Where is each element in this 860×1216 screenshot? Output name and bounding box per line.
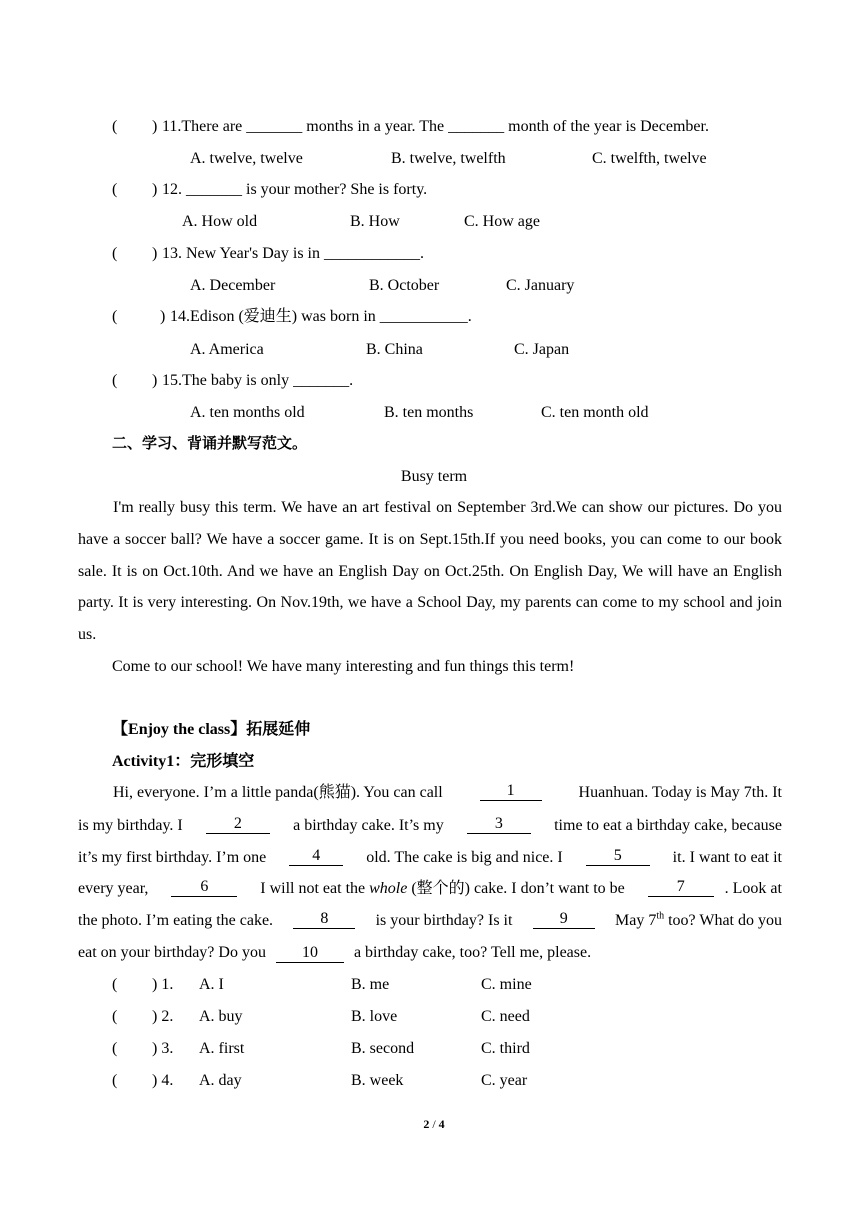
essay-paragraph-2: Come to our school! We have many interesting and fun things this term!	[112, 658, 575, 675]
question-stem: 15.The baby is only _______.	[162, 372, 354, 389]
cloze-blank-1[interactable]: 1	[480, 783, 542, 801]
answer-paren-close: )	[152, 245, 158, 262]
cloze-text: . Look at	[724, 880, 782, 897]
section-heading: 二、学习、背诵并默写范文。	[112, 434, 308, 452]
option-a: A. ten months old	[190, 404, 305, 421]
option-b: B. China	[366, 341, 423, 358]
cloze-line-5	[78, 911, 782, 931]
activity-heading-en: Activity1：	[112, 753, 191, 770]
question-number: ) 2.	[152, 1008, 174, 1025]
question-stem: 13. New Year's Day is in ____________.	[162, 245, 424, 262]
option-b: B. October	[369, 277, 440, 294]
question-number: ) 3.	[152, 1040, 174, 1057]
question-stem: 12. _______ is your mother? She is forty.	[162, 181, 428, 198]
cloze-text	[615, 911, 782, 931]
cloze-blank-4[interactable]: 4	[289, 848, 343, 866]
option-c: C. Japan	[514, 341, 570, 358]
cloze-text: a birthday cake, too? Tell me, please.	[353, 944, 592, 961]
option-b: B. love	[351, 1008, 398, 1025]
cloze-line-1	[113, 783, 782, 803]
option-a: A. twelve, twelve	[190, 150, 303, 167]
cloze-text-part: I will not eat the	[260, 880, 366, 897]
answer-paren-close: )	[152, 118, 158, 135]
cloze-text-part: (整个的) cake. I don’t want to be	[411, 880, 625, 897]
option-a: A. America	[190, 341, 264, 358]
enjoy-heading-en: Enjoy the class	[128, 721, 231, 738]
page-number	[0, 1114, 860, 1134]
option-b: B. second	[351, 1040, 415, 1057]
cloze-blank-7[interactable]: 7	[648, 879, 714, 897]
option-a: A. day	[199, 1072, 242, 1089]
cloze-text-part: May 7	[614, 912, 657, 929]
cloze-blank-8[interactable]: 8	[293, 911, 355, 929]
cloze-text: eat on your birthday? Do you	[78, 944, 266, 961]
enjoy-heading-cn: 拓展延伸	[246, 719, 311, 738]
essay-title: Busy term	[400, 468, 468, 485]
cloze-text-part: too? What do you	[668, 912, 782, 929]
cloze-blank-2[interactable]: 2	[206, 816, 270, 834]
question-number: ) 1.	[152, 976, 174, 993]
answer-paren-close: )	[152, 181, 158, 198]
option-a: A. December	[190, 277, 276, 294]
current-page: 2	[423, 1117, 430, 1131]
cloze-blank-5[interactable]: 5	[586, 848, 650, 866]
answer-paren-open[interactable]: (	[112, 976, 118, 993]
cloze-text: is your birthday? Is it	[375, 912, 513, 929]
option-b: B. week	[351, 1072, 404, 1089]
option-c: C. twelfth, twelve	[592, 150, 707, 167]
answer-paren-open[interactable]: (	[112, 1040, 118, 1057]
question-number: ) 4.	[152, 1072, 174, 1089]
cloze-blank-10[interactable]: 10	[276, 945, 344, 963]
essay-paragraph-1: I'm really busy this term. We have an art festival on September 3rd.We can show our pictures. Do you have a soccer ball? We have a soccer game. It is on Sept.15th.If you need books, you can come to our book sale. It is on Oct.10th. And we have an English Day on Oct.25th. On English Day, We will have an English party. It is very interesting. On Nov.19th, we have a School Day, my parents can come to my school and join us.	[78, 499, 782, 644]
cloze-line-6	[78, 943, 591, 963]
answer-paren-open[interactable]: (	[112, 245, 118, 262]
enjoy-heading	[112, 719, 310, 740]
answer-paren-open[interactable]: (	[112, 118, 118, 135]
option-b: B. twelve, twelfth	[391, 150, 506, 167]
answer-paren-close: )	[152, 372, 158, 389]
option-c: C. need	[481, 1008, 530, 1025]
cloze-blank-3[interactable]: 3	[467, 816, 531, 834]
cloze-italic-word: whole	[369, 880, 408, 897]
cloze-text: Huanhuan. Today is May 7th. It	[578, 784, 782, 801]
ordinal-suffix: th	[656, 910, 665, 922]
question-stem: 14.Edison (爱迪生) was born in ___________.	[170, 308, 472, 325]
option-b: B. ten months	[384, 404, 474, 421]
bracket-close: 】	[230, 719, 247, 738]
option-a: A. I	[199, 976, 224, 993]
option-c: C. How age	[464, 213, 540, 230]
option-c: C. mine	[481, 976, 532, 993]
answer-paren-open[interactable]: (	[112, 181, 118, 198]
cloze-blank-9[interactable]: 9	[533, 911, 595, 929]
option-a: A. How old	[182, 213, 258, 230]
cloze-blank-6[interactable]: 6	[171, 879, 237, 897]
answer-paren-open[interactable]: (	[112, 372, 118, 389]
page-separator: /	[429, 1117, 439, 1131]
answer-paren-open[interactable]: (	[112, 308, 118, 325]
total-pages: 4	[438, 1117, 445, 1131]
cloze-text: time to eat a birthday cake, because	[554, 817, 782, 834]
option-a: A. first	[199, 1040, 245, 1057]
cloze-text: a birthday cake. It’s my	[293, 817, 444, 834]
cloze-text: old. The cake is big and nice. I	[366, 849, 563, 866]
cloze-text: Hi, everyone. I’m a little panda(熊猫). You can call	[113, 784, 443, 801]
question-stem: 11.There are _______ months in a year. The _______ month of the year is December.	[162, 118, 709, 135]
activity-heading-cn: 完形填空	[190, 751, 255, 770]
option-c: C. third	[481, 1040, 530, 1057]
answer-paren-open[interactable]: (	[112, 1072, 118, 1089]
option-c: C. ten month old	[541, 404, 649, 421]
cloze-text: it. I want to eat it	[672, 849, 782, 866]
cloze-line-3	[78, 848, 782, 868]
activity-heading	[112, 751, 254, 772]
cloze-text: is my birthday. I	[78, 817, 183, 834]
cloze-line-2	[78, 816, 782, 836]
cloze-text: it’s my first birthday. I’m one	[78, 849, 267, 866]
cloze-text: the photo. I’m eating the cake.	[78, 912, 274, 929]
answer-paren-open[interactable]: (	[112, 1008, 118, 1025]
option-a: A. buy	[199, 1008, 243, 1025]
option-c: C. year	[481, 1072, 528, 1089]
option-b: B. me	[351, 976, 390, 993]
answer-paren-close: )	[160, 308, 166, 325]
bracket-open: 【	[112, 719, 129, 738]
cloze-text	[260, 879, 625, 899]
option-b: B. How	[350, 213, 400, 230]
cloze-text: every year,	[78, 880, 149, 897]
option-c: C. January	[506, 277, 575, 294]
cloze-line-4	[78, 879, 782, 899]
